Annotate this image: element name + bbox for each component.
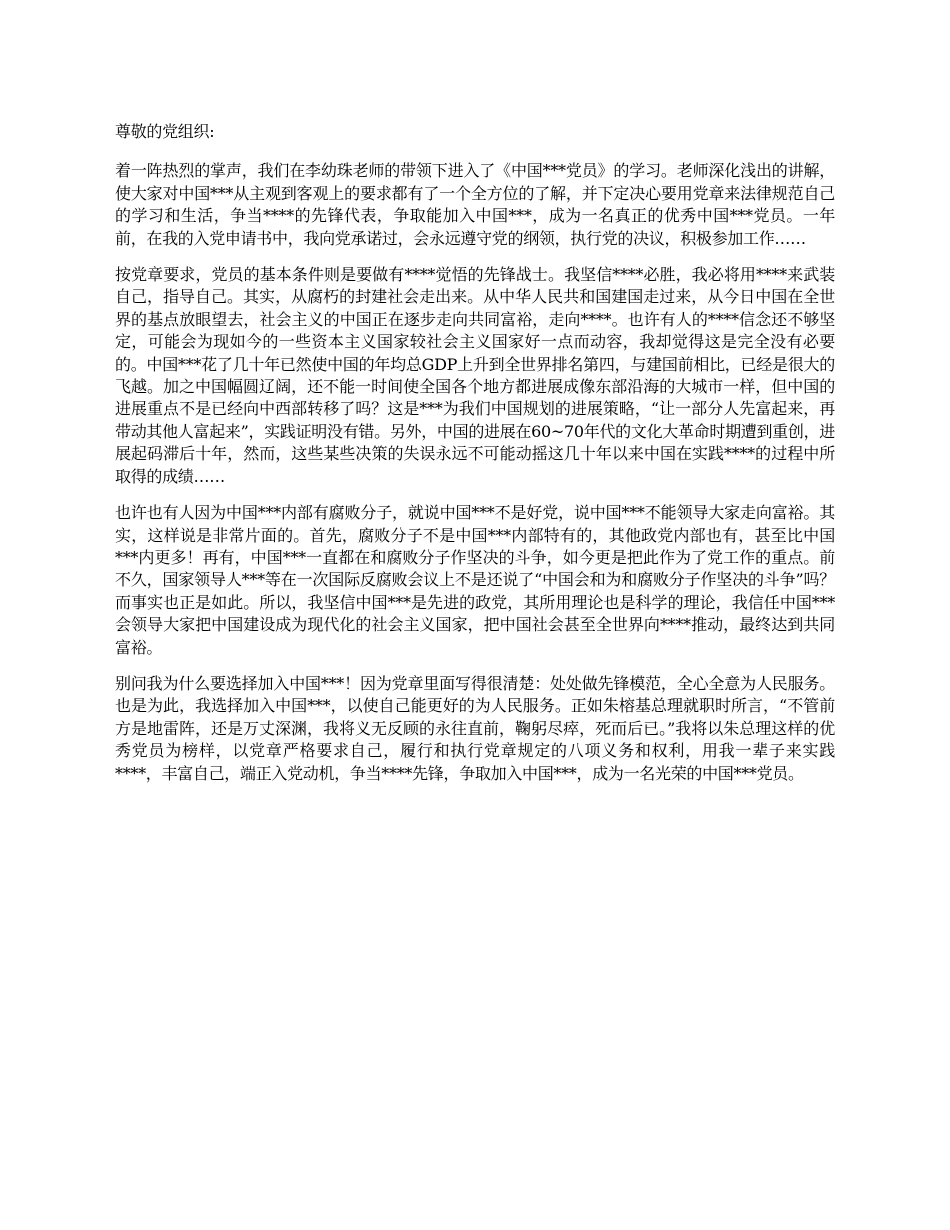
salutation: 尊敬的党组织: [115, 122, 215, 141]
paragraph-corruption: 也许也有人因为中国***内部有腐败分子，就说中国***不是好党，说中国***不能领导大家走向富裕。其实，这样说是非常片面的。首先，腐败分子不是中国***内部特有的，其他政党内部也有，甚至比中国***内更多！再有，中国***一直都在和腐败分子作坚决的斗争，如今更是把此作为了党工作的重点。前不久，国家领导人***等在一次国际反腐败会议上不是还说了“中国会和为和腐败分子作坚决的斗争”吗？而事实也正是如此。所以，我坚信中国***是先进的政党，其所用理论也是科学的理论，我信任中国***会领导大家把中国建设成为现代化的社会主义国家，把中国社会甚至全世界向****推动，最终达到共同富裕。 [115, 503, 835, 657]
document-page [115, 121, 835, 799]
paragraph-party-requirements: 按党章要求，党员的基本条件则是要做有****觉悟的先锋战士。我坚信****必胜，我必将用****来武装自己，指导自己。其实，从腐朽的封建社会走出来。从中华人民共和国建国走过来，从今日中国在全世界的基点放眼望去，社会主义的中国正在逐步走向共同富裕，走向****。也许有人的****信念还不够坚定，可能会为现如今的一些资本主义国家较社会主义国家好一点而动容，我却觉得这是完全没有必要的。中国***花了几十年已然使中国的年均总GDP上升到全世界排名第四，与建国前相比，已经是很大的飞越。加之中国幅圆辽阔，还不能一时间使全国各个地方都进展成像东部沿海的大城市一样，但中国的进展重点不是已经向中西部转移了吗？这是***为我们中国规划的进展策略，“让一部分人先富起来，再带动其他人富起来”，实践证明没有错。另外，中国的进展在60~70年代的文化大革命时期遭到重创，进展起码滞后十年，然而，这些某些决策的失误永远不可能动摇这几十年以来中国在实践****的过程中所取得的成绩…… [115, 265, 835, 486]
paragraph-intro: 着一阵热烈的掌声，我们在李幼珠老师的带领下进入了《中国***党员》的学习。老师深化浅出的讲解，使大家对中国***从主观到客观上的要求都有了一个全方位的了解，并下定决心要用党章来法律规范自己的学习和生活，争当****的先锋代表，争取能加入中国***，成为一名真正的优秀中国***党员。一年前，在我的入党申请书中，我向党承诺过，会永远遵守党的纲领，执行党的决议，积极参加工作…… [115, 161, 835, 248]
paragraph-why-join: 别问我为什么要选择加入中国***！因为党章里面写得很清楚：处处做先锋模范，全心全意为人民服务。也是为此，我选择加入中国***，以使自己能更好的为人民服务。正如朱榕基总理就职时所言，“不管前方是地雷阵，还是万丈深渊，我将义无反顾的永往直前，鞠躬尽瘁，死而后已。”我将以朱总理这样的优秀党员为榜样，以党章严格要求自己，履行和执行党章规定的八项义务和权利，用我一辈子来实践****，丰富自己，端正入党动机，争当****先锋，争取加入中国***，成为一名光荣的中国***党员。 [115, 673, 835, 783]
